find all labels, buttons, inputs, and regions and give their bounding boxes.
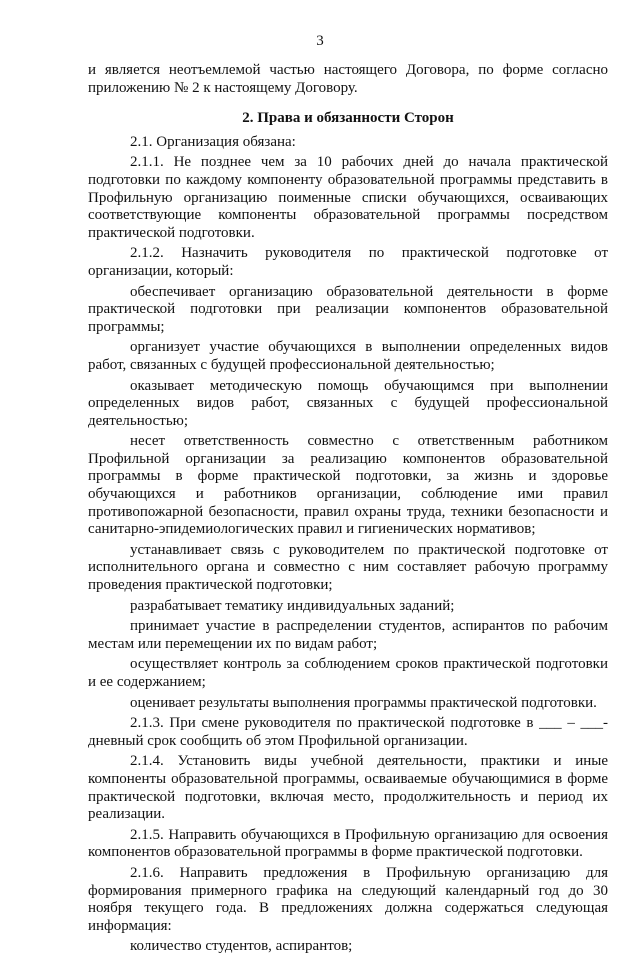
section-title: 2. Права и обязанности Сторон [242,110,454,127]
duty-item: оказывает методическую помощь обучающимся при выполнении определенных видов работ, связанных с будущей профессиональной деятельностью; [88,377,608,429]
paragraph-2-1-4: 2.1.4. Установить виды учебной деятельности, практики и иные компоненты образовательной программы, осваиваемые обучающимися в форме практической подготовки, включая место, продолжительность и период их реализации. [88,753,608,823]
duty-item: обеспечивает организацию образовательной деятельности в форме практической подготовки при реализации компонентов образовательной программы; [88,283,608,335]
duty-item: разрабатывает тематику индивидуальных заданий; [130,597,455,614]
paragraph-2-1-2: 2.1.2. Назначить руководителя по практической подготовке от организации, который: [88,245,608,279]
paragraph-2-1-1: 2.1.1. Не позднее чем за 10 рабочих дней до начала практической подготовки по каждому компоненту образовательной программы представить в Профильную организацию поименные списки обучающихся, осваивающих соответствующие компоненты образовательной программы посредством практической подготовки. [88,154,608,241]
intro-paragraph: и является неотъемлемой частью настоящего Договора, по форме согласно приложению № 2 к настоящему Договору. [88,62,608,96]
paragraph-2-1-6: 2.1.6. Направить предложения в Профильную организацию для формирования примерного графика на следующий календарный год до 30 ноября текущего года. В предложениях должна содержаться следующая информация: [88,864,608,934]
paragraph-2-1-3: 2.1.3. При смене руководителя по практической подготовке в ___ – ___-дневный срок сообщить об этом Профильной организации. [88,715,608,749]
duty-item: принимает участие в распределении студентов, аспирантов по рабочим местам или перемещении их по видам работ; [88,618,608,652]
duty-item: устанавливает связь с руководителем по практической подготовке от исполнительного органа и совместно с ним составляет рабочую программу проведения практической подготовки; [88,541,608,594]
duty-item: организует участие обучающихся в выполнении определенных видов работ, связанных с будущей профессиональной деятельностью; [88,339,608,373]
duty-item: несет ответственность совместно с ответственным работником Профильной организации за реализацию компонентов образовательной программы в форме практической подготовки, за жизнь и здоровье обучающихся и работников организации, соблюдение ими правил противопожарной безопасности, правил охраны труда, техники безопасности и санитарно-эпидемиологических правил и гигиенических нормативов; [88,433,608,538]
duty-item: оценивает результаты выполнения программы практической подготовки. [130,694,597,711]
page-number: 3 [316,33,324,49]
info-item: количество студентов, аспирантов; [130,938,353,955]
paragraph-2-1: 2.1. Организация обязана: [130,133,296,150]
paragraph-2-1-5: 2.1.5. Направить обучающихся в Профильную организацию для освоения компонентов образовательной программы в форме практической подготовки. [88,826,608,861]
document-body [88,62,608,956]
duty-item: осуществляет контроль за соблюдением сроков практической подготовки и ее содержанием; [88,656,608,690]
